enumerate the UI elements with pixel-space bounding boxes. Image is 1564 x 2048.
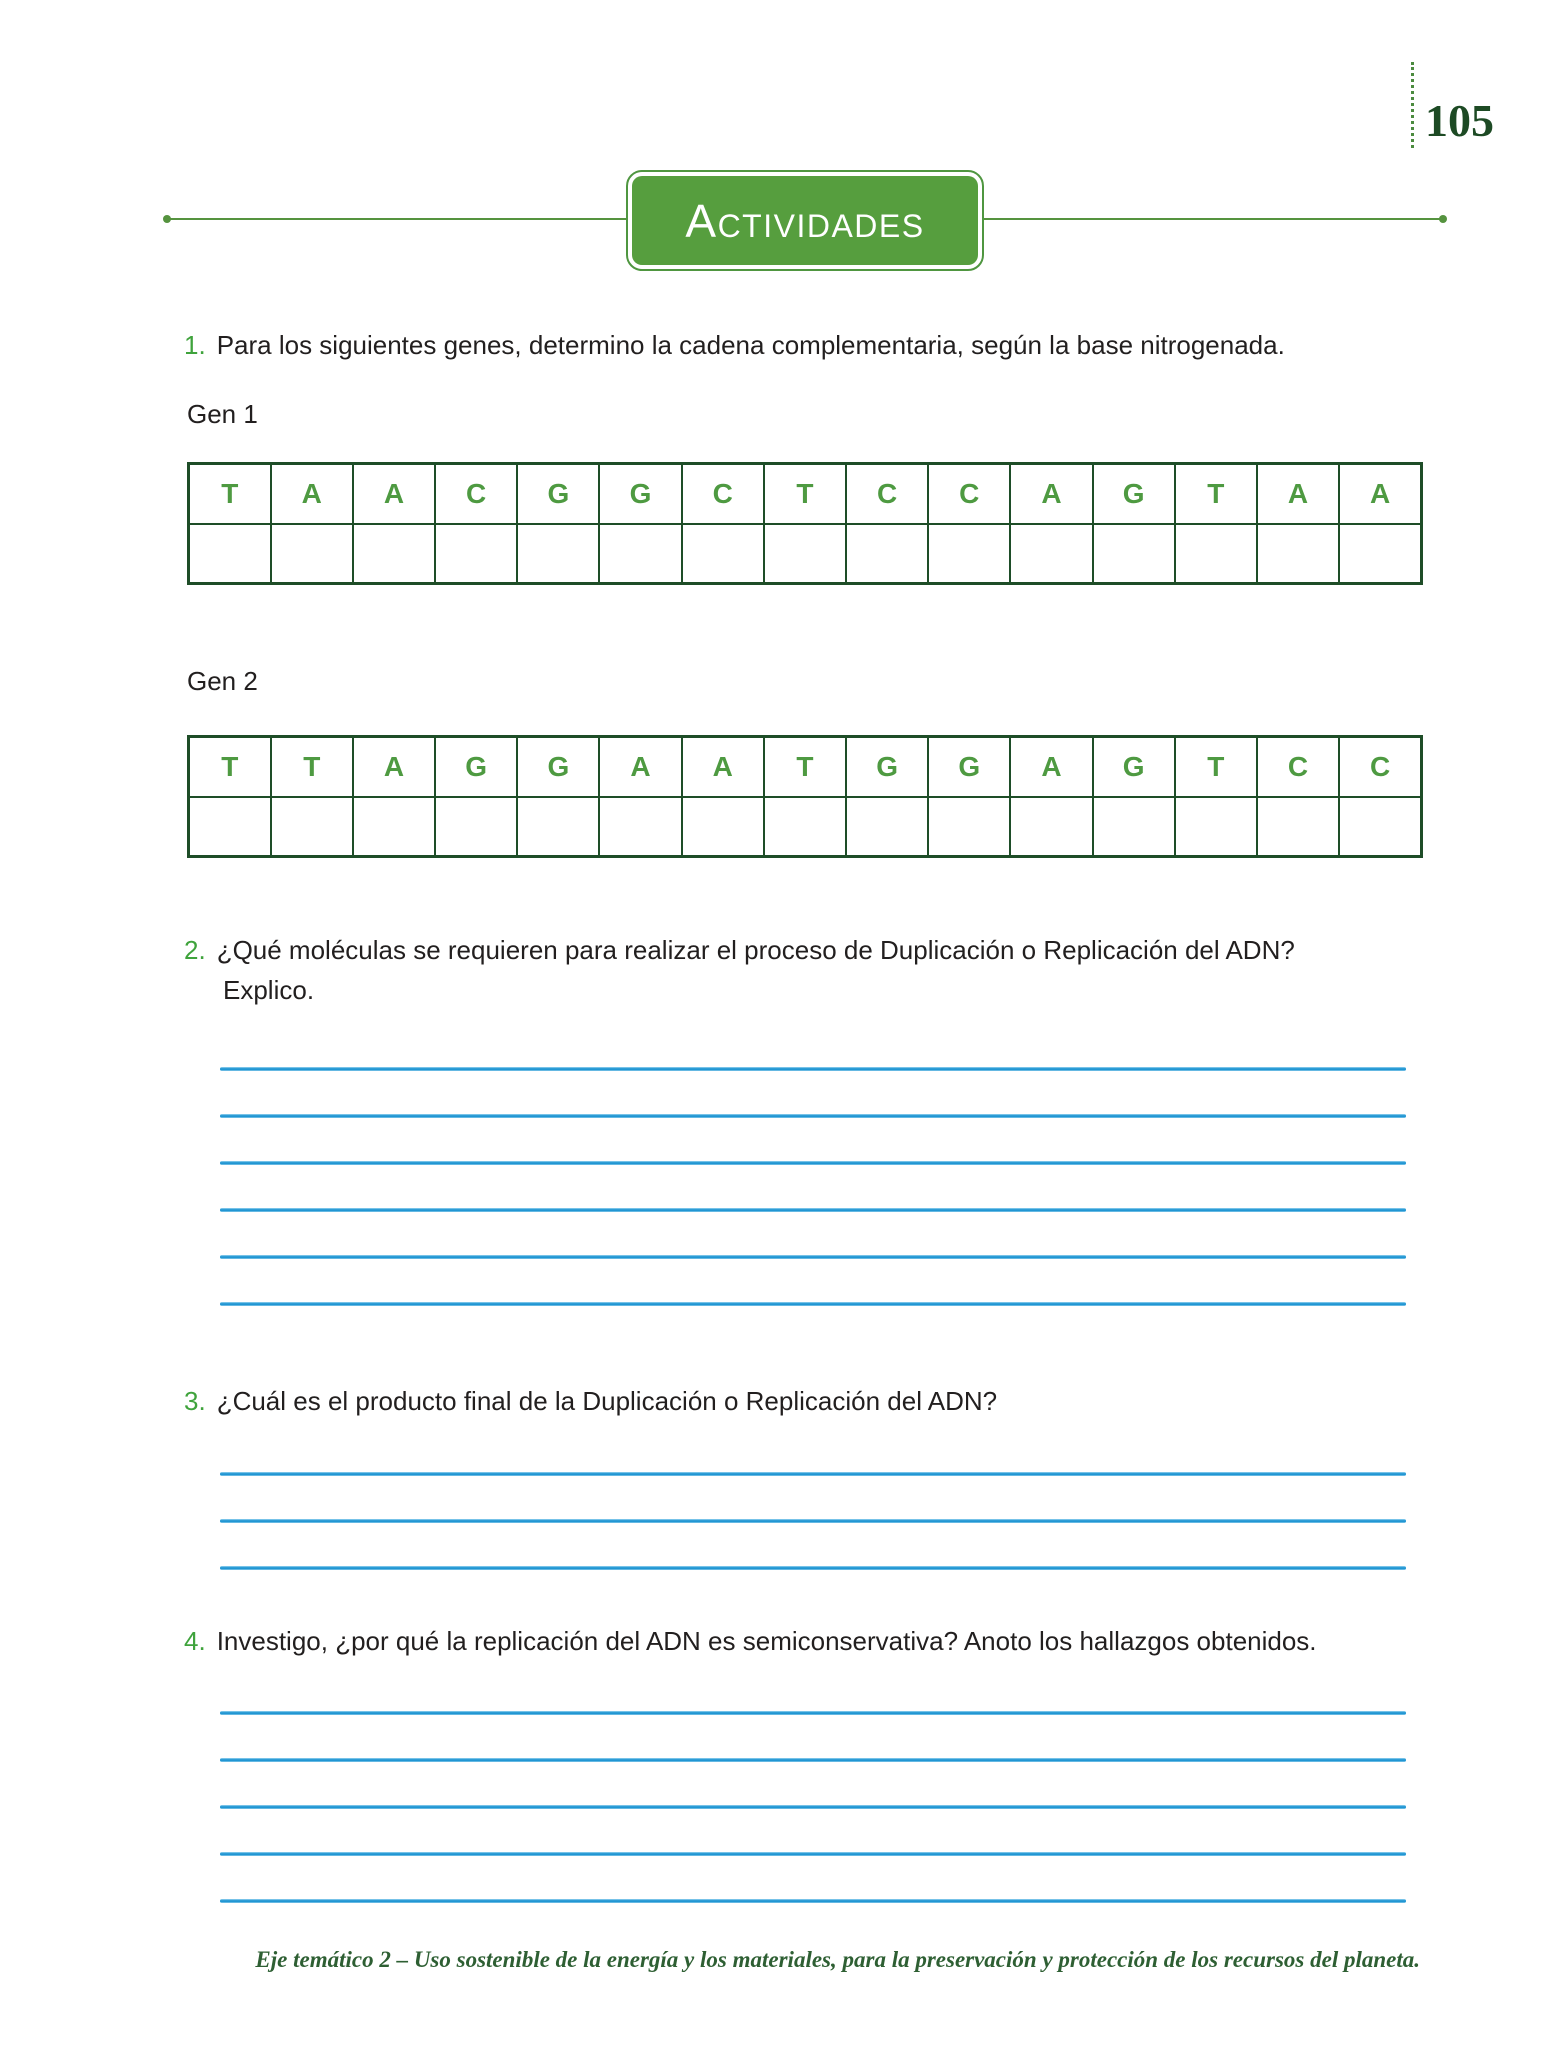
complement-cell-empty: [189, 797, 271, 857]
base-cell: T: [764, 737, 846, 797]
question-2-text-line2: Explico.: [223, 975, 315, 1005]
answer-line: [220, 1208, 1406, 1212]
base-cell: C: [928, 464, 1010, 524]
base-cell: T: [189, 737, 271, 797]
question-3-text: ¿Cuál es el producto final de la Duplicación o Replicación del ADN?: [216, 1386, 998, 1416]
question-2-number: 2.: [184, 935, 206, 965]
complement-cell-empty: [928, 797, 1010, 857]
complement-cell-empty: [271, 524, 353, 584]
base-cell: G: [517, 737, 599, 797]
answer-line: [220, 1067, 1406, 1071]
complement-cell-empty: [599, 797, 681, 857]
answer-line: [220, 1899, 1406, 1903]
page-title: Actividades: [685, 194, 925, 247]
base-cell: A: [682, 737, 764, 797]
base-cell: C: [1339, 737, 1421, 797]
base-cell: C: [846, 464, 928, 524]
complement-cell-empty: [1010, 524, 1092, 584]
base-cell: C: [435, 464, 517, 524]
base-cell: A: [353, 737, 435, 797]
base-cell: G: [1093, 464, 1175, 524]
complement-cell-empty: [682, 797, 764, 857]
question-4-answer-lines: [220, 1711, 1406, 1946]
page-number: 105: [1425, 95, 1494, 146]
base-cell: C: [682, 464, 764, 524]
base-cell: G: [517, 464, 599, 524]
gene-2-table: [187, 735, 1423, 858]
complement-cell-empty: [1010, 797, 1092, 857]
base-cell: G: [599, 464, 681, 524]
gene-2-label: Gen 2: [187, 666, 258, 696]
answer-line: [220, 1805, 1406, 1809]
base-cell: G: [846, 737, 928, 797]
base-row: [189, 737, 1422, 797]
answer-line: [220, 1758, 1406, 1762]
question-3-number: 3.: [184, 1386, 206, 1416]
question-2-text: ¿Qué moléculas se requieren para realizar el proceso de Duplicación o Replicación del ADN?: [216, 935, 1295, 965]
complement-row: [189, 797, 1422, 857]
base-cell: G: [1093, 737, 1175, 797]
base-cell: T: [271, 737, 353, 797]
activities-banner: [626, 170, 984, 271]
base-cell: T: [764, 464, 846, 524]
activities-banner-fill: [632, 176, 978, 265]
question-4-number: 4.: [184, 1626, 206, 1656]
complement-cell-empty: [682, 524, 764, 584]
answer-line: [220, 1161, 1406, 1165]
answer-line: [220, 1852, 1406, 1856]
question-4-text: Investigo, ¿por qué la replicación del ADN es semiconservativa? Anoto los hallazgos obtenidos.: [216, 1626, 1317, 1656]
answer-line: [220, 1255, 1406, 1259]
complement-cell-empty: [189, 524, 271, 584]
footer-theme-text: Eje temático 2 – Uso sostenible de la energía y los materiales, para la preservación y protección de los recursos del planeta.: [255, 1947, 1420, 1972]
complement-cell-empty: [846, 797, 928, 857]
complement-cell-empty: [353, 524, 435, 584]
complement-cell-empty: [928, 524, 1010, 584]
complement-cell-empty: [271, 797, 353, 857]
complement-cell-empty: [1339, 797, 1421, 857]
complement-cell-empty: [764, 797, 846, 857]
complement-cell-empty: [353, 797, 435, 857]
complement-cell-empty: [435, 797, 517, 857]
answer-line: [220, 1566, 1406, 1570]
question-1-text: Para los siguientes genes, determino la cadena complementaria, según la base nitrogenada.: [216, 330, 1285, 360]
question-4: [184, 1626, 1317, 1656]
base-row: [189, 464, 1422, 524]
complement-cell-empty: [1175, 524, 1257, 584]
base-cell: A: [271, 464, 353, 524]
base-cell: A: [599, 737, 681, 797]
gene-1-label: Gen 1: [187, 399, 258, 429]
complement-cell-empty: [1257, 524, 1339, 584]
question-1: [184, 330, 1285, 360]
answer-line: [220, 1114, 1406, 1118]
base-cell: T: [1175, 737, 1257, 797]
question-3-answer-lines: [220, 1472, 1406, 1613]
complement-cell-empty: [1175, 797, 1257, 857]
complement-cell-empty: [1257, 797, 1339, 857]
page-number-divider: [1411, 62, 1414, 148]
answer-line: [220, 1711, 1406, 1715]
complement-cell-empty: [517, 524, 599, 584]
complement-cell-empty: [1339, 524, 1421, 584]
question-3: [184, 1386, 997, 1416]
answer-line: [220, 1519, 1406, 1523]
question-2-answer-lines: [220, 1067, 1406, 1349]
question-1-number: 1.: [184, 330, 206, 360]
base-cell: G: [435, 737, 517, 797]
base-cell: A: [353, 464, 435, 524]
base-cell: T: [1175, 464, 1257, 524]
answer-line: [220, 1302, 1406, 1306]
base-cell: A: [1339, 464, 1421, 524]
complement-cell-empty: [517, 797, 599, 857]
complement-cell-empty: [1093, 524, 1175, 584]
question-2: [184, 935, 1295, 965]
base-cell: T: [189, 464, 271, 524]
gene-1-table: [187, 462, 1423, 585]
complement-cell-empty: [1093, 797, 1175, 857]
complement-cell-empty: [599, 524, 681, 584]
base-cell: A: [1257, 464, 1339, 524]
complement-cell-empty: [846, 524, 928, 584]
base-cell: A: [1010, 464, 1092, 524]
base-cell: A: [1010, 737, 1092, 797]
complement-cell-empty: [435, 524, 517, 584]
base-cell: G: [928, 737, 1010, 797]
complement-row: [189, 524, 1422, 584]
base-cell: C: [1257, 737, 1339, 797]
complement-cell-empty: [764, 524, 846, 584]
answer-line: [220, 1472, 1406, 1476]
